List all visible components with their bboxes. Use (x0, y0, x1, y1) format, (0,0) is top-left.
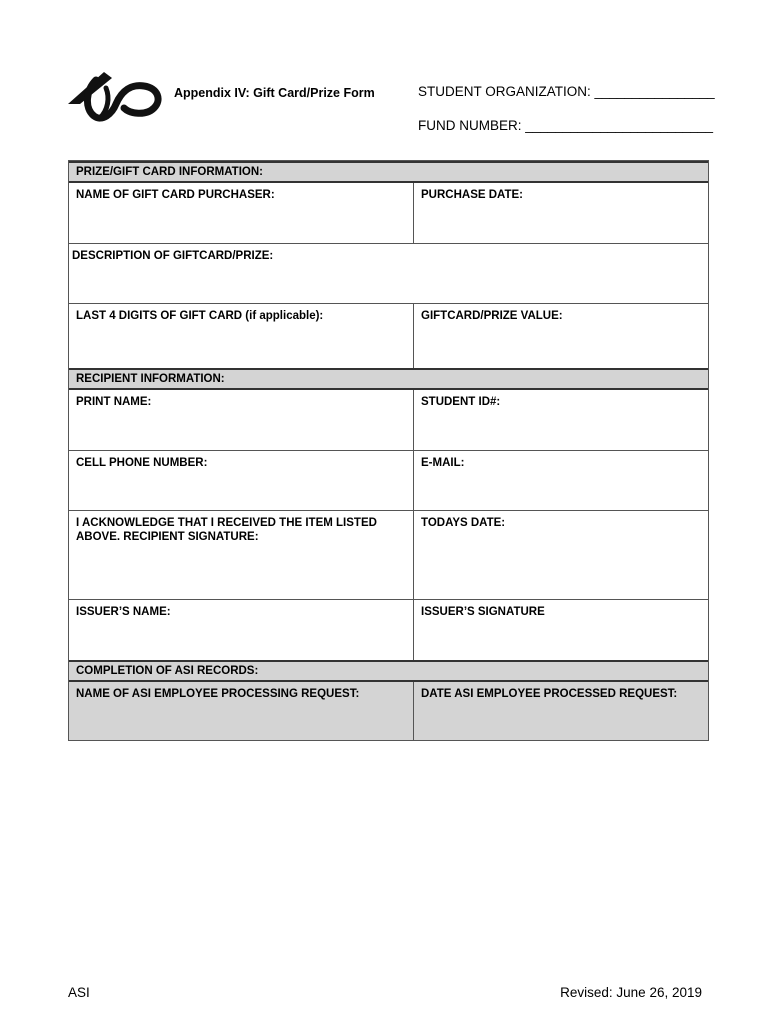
gift-card-form-table (68, 160, 709, 741)
form-title: Appendix IV: Gift Card/Prize Form (174, 86, 375, 100)
last4-digits-field[interactable]: LAST 4 DIGITS OF GIFT CARD (if applicable): (69, 304, 414, 368)
recipient-signature-field[interactable]: I ACKNOWLEDGE THAT I RECEIVED THE ITEM LISTED ABOVE. RECIPIENT SIGNATURE: (69, 511, 414, 600)
issuer-name-field[interactable]: ISSUER’S NAME: (69, 600, 414, 660)
student-id-field[interactable]: STUDENT ID#: (414, 390, 708, 451)
footer-asi: ASI (68, 985, 90, 1000)
email-field[interactable]: E-MAIL: (414, 451, 708, 511)
fund-number-field[interactable]: FUND NUMBER: _________________________ (418, 118, 713, 133)
asi-logo-icon (66, 68, 166, 126)
recipient-section-heading: RECIPIENT INFORMATION: (69, 368, 708, 390)
asi-records-heading: COMPLETION OF ASI RECORDS: (69, 660, 708, 682)
todays-date-field[interactable]: TODAYS DATE: (414, 511, 708, 600)
prize-section-heading: PRIZE/GIFT CARD INFORMATION: (69, 161, 708, 183)
description-field[interactable]: DESCRIPTION OF GIFTCARD/PRIZE: (69, 244, 708, 304)
asi-employee-name-field[interactable]: NAME OF ASI EMPLOYEE PROCESSING REQUEST: (69, 682, 414, 740)
purchaser-name-field[interactable]: NAME OF GIFT CARD PURCHASER: (69, 183, 414, 244)
print-name-field[interactable]: PRINT NAME: (69, 390, 414, 451)
purchase-date-field[interactable]: PURCHASE DATE: (414, 183, 708, 244)
asi-processed-date-field[interactable]: DATE ASI EMPLOYEE PROCESSED REQUEST: (414, 682, 708, 740)
student-organization-field[interactable]: STUDENT ORGANIZATION: ________________ (418, 84, 715, 99)
cell-phone-field[interactable]: CELL PHONE NUMBER: (69, 451, 414, 511)
prize-value-field[interactable]: GIFTCARD/PRIZE VALUE: (421, 310, 563, 322)
issuer-signature-field[interactable]: ISSUER’S SIGNATURE (421, 606, 545, 618)
footer-revised-date: Revised: June 26, 2019 (560, 985, 702, 1000)
